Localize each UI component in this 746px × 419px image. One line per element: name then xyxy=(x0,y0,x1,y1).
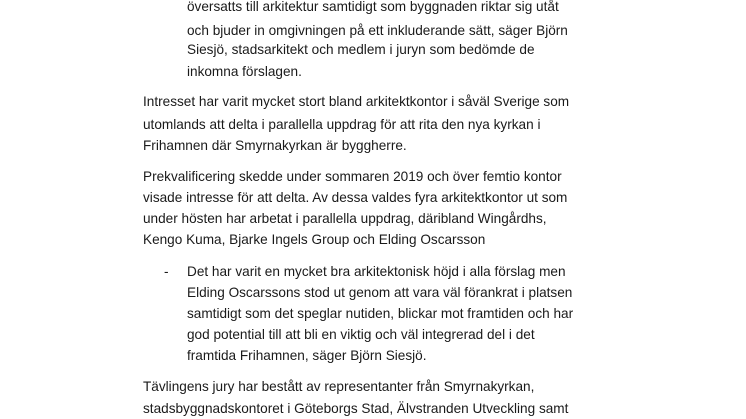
paragraph-line: Kengo Kuma, Bjarke Ingels Group och Elding Oscarsson xyxy=(143,232,486,247)
paragraph-line: Frihamnen där Smyrnakyrkan är byggherre. xyxy=(143,138,407,153)
paragraph-line: Tävlingens jury har bestått av representanter från Smyrnakyrkan, xyxy=(143,379,535,394)
quote-two-line: framtida Frihamnen, säger Björn Siesjö. xyxy=(187,348,427,363)
quote-one-line: inkomna förslagen. xyxy=(187,64,302,79)
paragraph-line: Prekvalificering skedde under sommaren 2019 och över femtio kontor xyxy=(143,169,562,184)
quote-two-line: Elding Oscarssons stod ut genom att vara väl förankrat i platsen xyxy=(187,285,573,300)
paragraph-line: stadsbyggnadskontoret i Göteborgs Stad, Älvstranden Utveckling samt xyxy=(143,401,569,416)
paragraph-line: Intresset har varit mycket stort bland arkitektkontor i såväl Sverige som xyxy=(143,94,570,109)
quote-one-line: översatts till arkitektur samtidigt som byggnaden riktar sig utåt xyxy=(187,0,559,14)
paragraph-line: under hösten har arbetat i parallella uppdrag, däribland Wingårdhs, xyxy=(143,211,547,226)
quote-two-line: god potential till att bli en viktig och väl integrerad del i det xyxy=(187,327,535,342)
quote-two-line: Det har varit en mycket bra arkitektonisk höjd i alla förslag men xyxy=(187,264,566,279)
dash-bullet: - xyxy=(164,264,169,279)
quote-one-line: och bjuder in omgivningen på ett inkluderande sätt, säger Björn xyxy=(187,23,568,38)
paragraph-line: visade intresse för att delta. Av dessa valdes fyra arkitektkontor ut som xyxy=(143,190,568,205)
paragraph-line: utomlands att delta i parallella uppdrag för att rita den nya kyrkan i xyxy=(143,117,541,132)
quote-two-line: samtidigt som det speglar nutiden, blickar mot framtiden och har xyxy=(187,306,574,321)
quote-one-line: Siesjö, stadsarkitekt och medlem i juryn som bedömde de xyxy=(187,42,535,57)
